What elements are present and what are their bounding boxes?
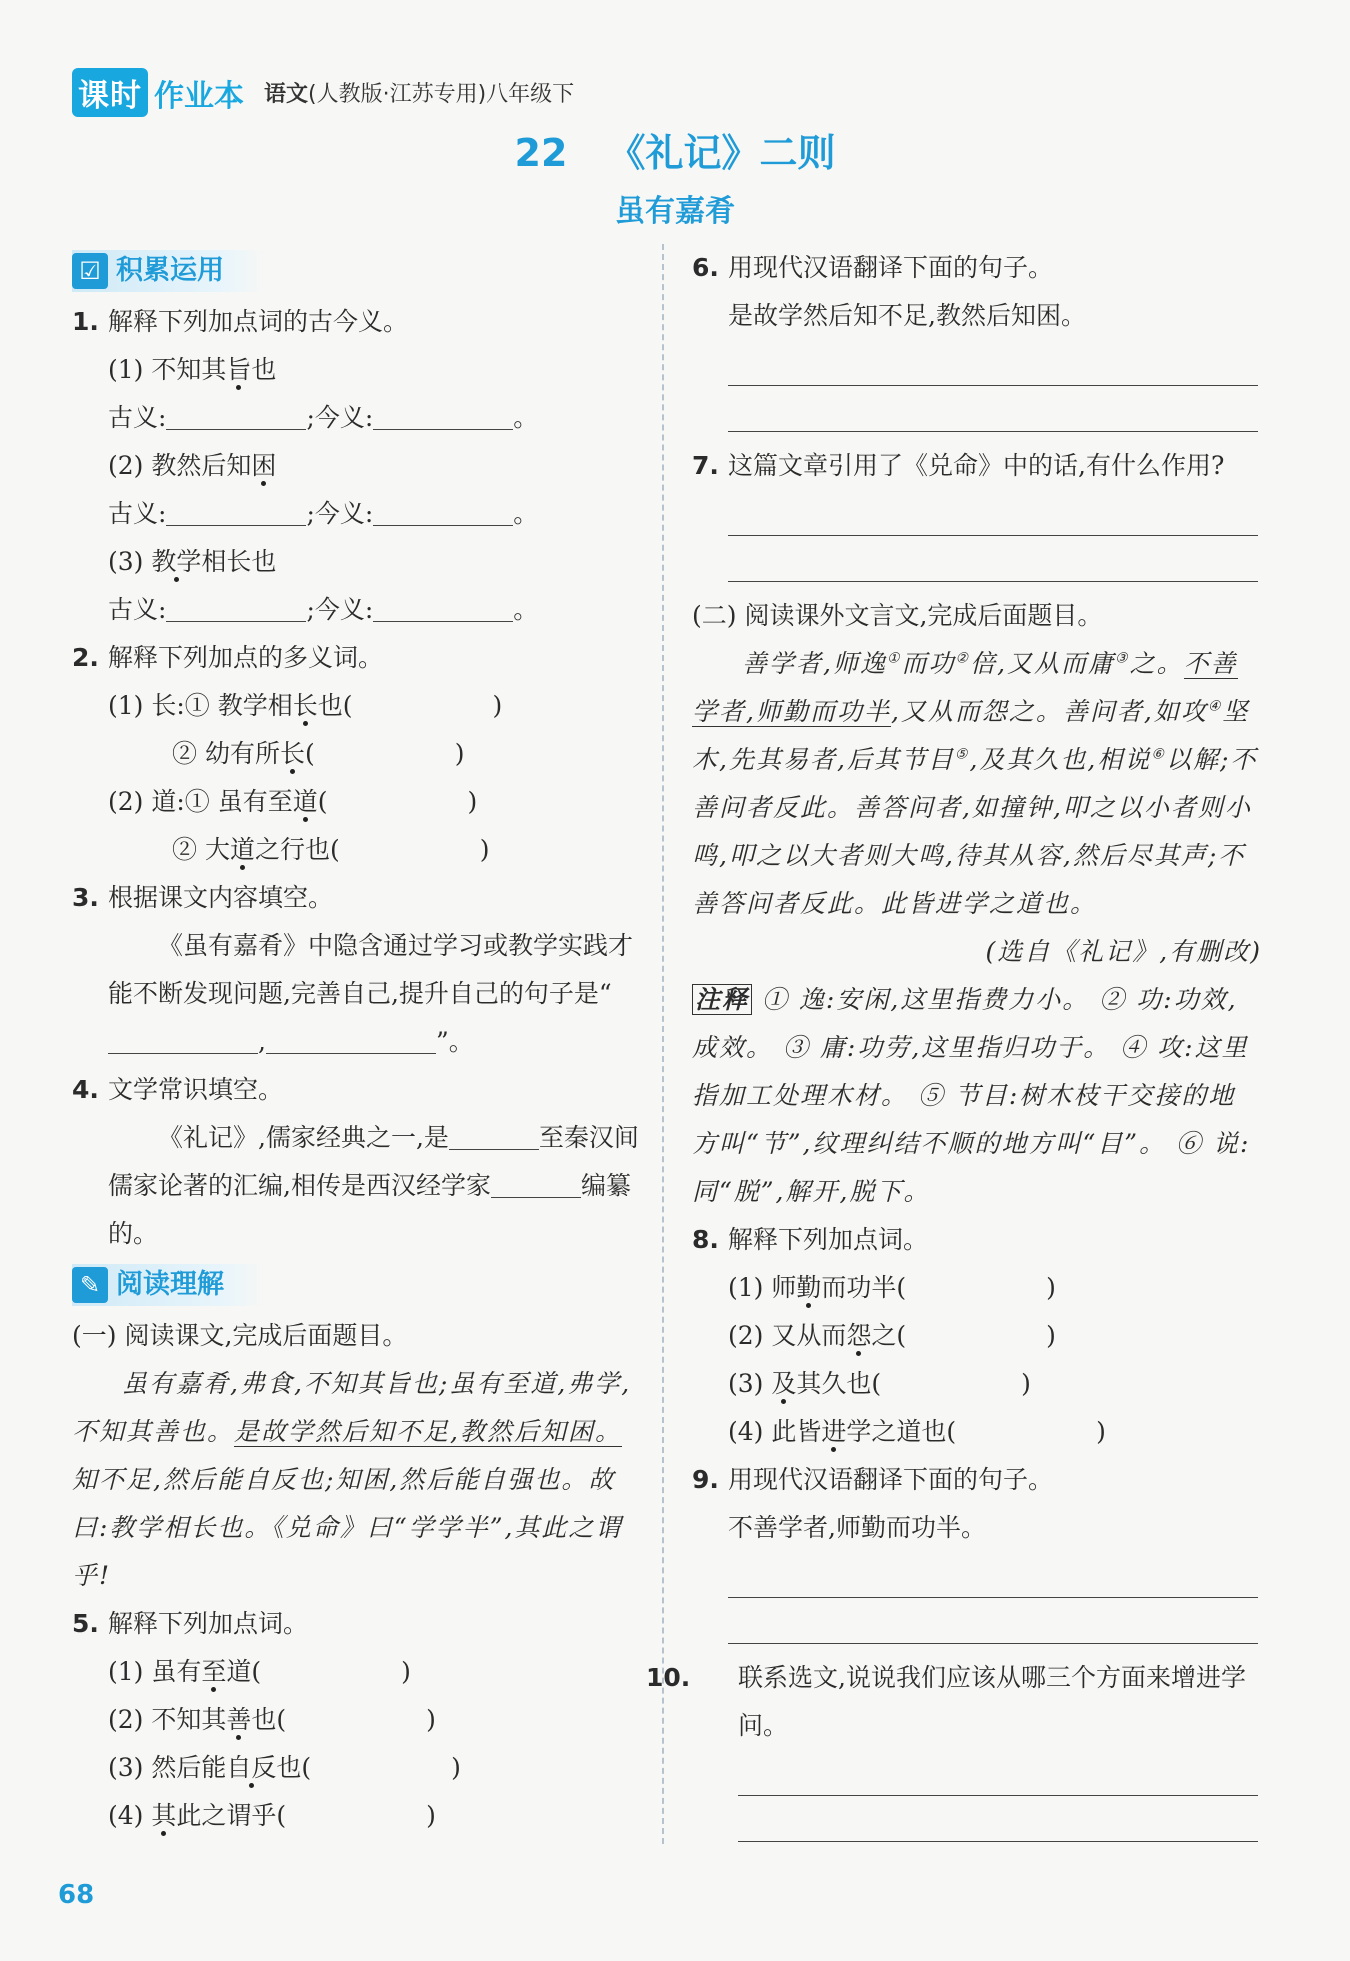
subject-info: 语文(人教版·江苏专用)八年级下: [264, 82, 575, 107]
section-accumulation: ☑ 积累运用: [72, 250, 264, 292]
answer-blank[interactable]: [166, 496, 306, 526]
checkbox-icon: ☑: [72, 253, 108, 289]
answer-line[interactable]: [738, 1750, 1258, 1796]
answer-line[interactable]: [728, 536, 1258, 582]
lesson-subtitle: 虽有嘉肴: [615, 194, 735, 229]
answer-blank[interactable]: [449, 1120, 539, 1150]
source-citation: (选自《礼记》,有删改): [985, 937, 1262, 966]
answer-row: 古义: ;今义: 。: [72, 586, 642, 634]
answer-blank[interactable]: [373, 496, 513, 526]
question-3: 3. 根据课文内容填空。 《虽有嘉肴》中隐含通过学习或教学实践才能不断发现问题,完善自己,提升自己的句子是“, ”。: [72, 883, 634, 1056]
answer-blank[interactable]: [491, 1168, 581, 1198]
header: [72, 68, 574, 117]
answer-blank[interactable]: [166, 400, 306, 430]
question-5: 5. 解释下列加点词。 (1) 虽有至道( ) (2) 不知其善也( ) (3) 然后能自反也( ) (4) 其此之谓乎( ): [72, 1609, 461, 1830]
annotations: 注释 ① 逸:安闲,这里指费力小。 ② 功:功效,成效。 ③ 庸:功劳,这里指归功于。 ④ 攻:这里指加工处理木材。 ⑤ 节目:树木枝干交接的地方叫“节”,纹理纠结不顺的地方叫“目”。 ⑥ 说:同“脱”,解开,脱下。: [692, 985, 1251, 1206]
answer-line[interactable]: [728, 490, 1258, 536]
left-column: [72, 244, 642, 1840]
question-1: 1. 解释下列加点词的古今义。 (1) 不知其旨也 古义: ;今义: 。 (2) 教然后知困 古义: ;今义: 。 (3) 教学相长也 古义: ;今义: 。: [72, 298, 642, 634]
question-6: 6. 用现代汉语翻译下面的句子。 是故学然后知不足,教然后知困。: [692, 244, 1262, 432]
answer-line[interactable]: [728, 1598, 1258, 1644]
section-reading: ✎ 阅读理解: [72, 1264, 264, 1306]
answer-blank[interactable]: [166, 592, 306, 622]
question-7: 7. 这篇文章引用了《兑命》中的话,有什么作用?: [692, 442, 1262, 582]
brand-name: 作业本: [154, 78, 244, 114]
question-10: 10. 联系选文,说说我们应该从哪三个方面来增进学问。: [692, 1654, 1262, 1842]
pencil-icon: ✎: [72, 1267, 108, 1303]
reading-passage-1: (一) 阅读课文,完成后面题目。 虽有嘉肴,弗食,不知其旨也;虽有至道,弗学,不知其善也。是故学然后知不足,教然后知困。知不足,然后能自反也;知困,然后能自强也。故曰:教学相长也。《兑命》曰“学学半”,其此之谓乎!: [72, 1321, 632, 1590]
question-4: 4. 文学常识填空。 《礼记》,儒家经典之一,是 至秦汉间儒家论著的汇编,相传是西汉经学家 编纂的。: [72, 1075, 639, 1248]
answer-blank[interactable]: [108, 1024, 258, 1054]
answer-line[interactable]: [728, 340, 1258, 386]
answer-blank[interactable]: [373, 400, 513, 430]
lesson-title: 22 《礼记》二则: [514, 131, 836, 175]
question-9: 9. 用现代汉语翻译下面的句子。 不善学者,师勤而功半。: [692, 1456, 1262, 1644]
reading-passage-2: (二) 阅读课外文言文,完成后面题目。 善学者,师逸①而功②倍,又从而庸③之。不善学者,师勤而功半,又从而怨之。善问者,如攻④坚木,先其易者,后其节目⑤,及其久也,相说⑥以解;不善问者反此。善答问者,如撞钟,叩之以小者则小鸣,叩之以大者则大鸣,待其从容,然后尽其声;不善答问者反此。此皆进学之道也。 (选自《礼记》,有删改) 注释 ① 逸:安闲,这里指费力小。 ② 功:功效,成效。 ③ 庸:功劳,这里指归功于。 ④ 攻:这里指加工处理木材。 ⑤ 节目:树木枝干交接的地方叫“节”,纹理纠结不顺的地方叫“目”。 ⑥ 说:同“脱”,解开,脱下。: [692, 592, 1262, 1216]
answer-line[interactable]: [728, 1552, 1258, 1598]
answer-row: 古义: ;今义: 。: [72, 490, 642, 538]
right-column: [646, 244, 1262, 1842]
page-number: 68: [58, 1880, 95, 1910]
brand-logo: 课时: [72, 68, 148, 117]
answer-line[interactable]: [738, 1796, 1258, 1842]
question-8: 8. 解释下列加点词。 (1) 师勤而功半( ) (2) 又从而怨之( ) (3) 及其久也( ) (4) 此皆进学之道也( ): [692, 1225, 1106, 1446]
answer-row: 古义: ;今义: 。: [72, 394, 642, 442]
answer-line[interactable]: [728, 386, 1258, 432]
question-2: 2. 解释下列加点的多义词。 (1) 长:① 教学相长也( ) ② 幼有所长( ) (2) 道:① 虽有至道( ) ② 大道之行也( ): [72, 643, 503, 864]
column-divider: [662, 244, 664, 1844]
answer-blank[interactable]: [373, 592, 513, 622]
answer-blank[interactable]: [266, 1024, 436, 1054]
